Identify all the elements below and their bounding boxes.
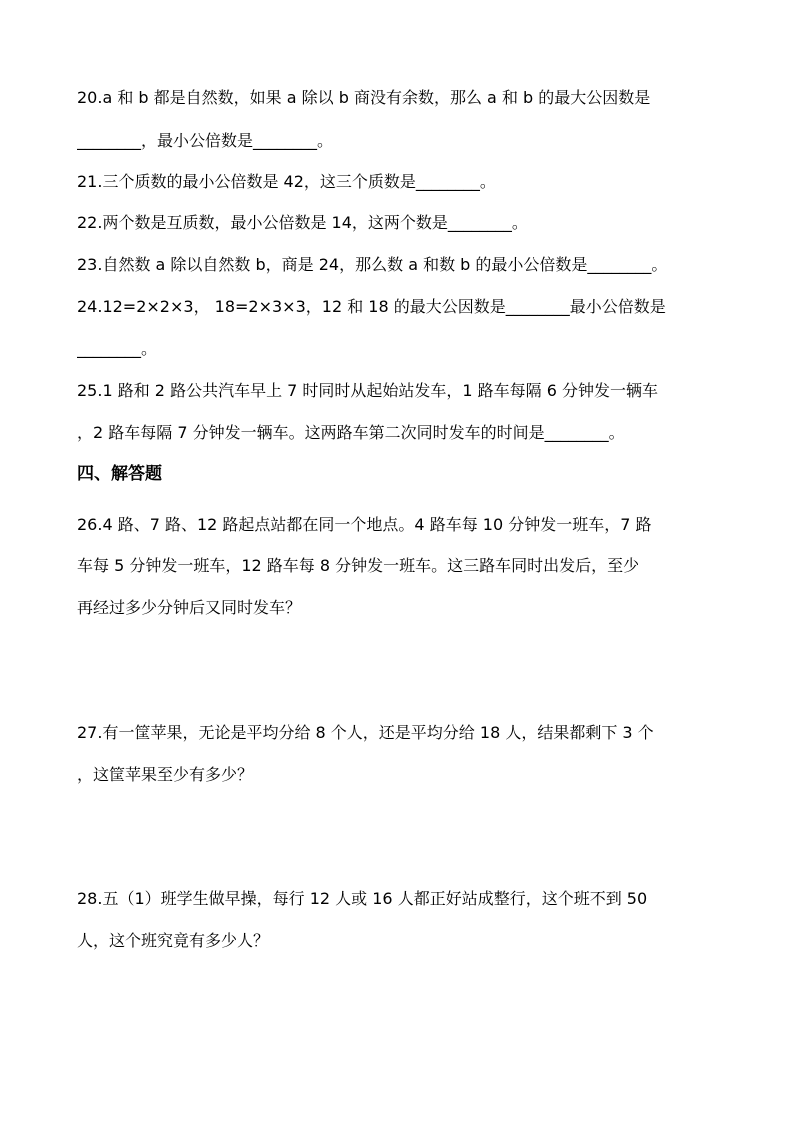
problem-line: 再经过多少分钟后又同时发车？ xyxy=(77,598,302,617)
question-20 xyxy=(77,88,650,108)
question-line: 24.12=2×2×3， 18=2×3×3，12 和 18 的最大公因数是________最小公倍数是 xyxy=(77,297,666,316)
problem-28 xyxy=(77,889,647,909)
question-24-line-2 xyxy=(77,339,157,359)
question-line: 21.三个质数的最小公倍数是 42，这三个质数是________。 xyxy=(77,172,496,191)
problem-27 xyxy=(77,723,654,743)
question-line: ，2 路车每隔 7 分钟发一辆车。这两路车第二次同时发车的时间是________。 xyxy=(77,423,625,442)
problem-28-line-2 xyxy=(77,931,269,951)
problem-line: 27.有一筐苹果，无论是平均分给 8 个人，还是平均分给 18 人，结果都剩下 3 个 xyxy=(77,723,654,742)
question-line: 20.a 和 b 都是自然数，如果 a 除以 b 商没有余数，那么 a 和 b 的最大公因数是 xyxy=(77,88,651,107)
question-25-line-2 xyxy=(77,423,625,443)
problem-26-line-3 xyxy=(77,598,301,618)
section-heading xyxy=(77,464,162,484)
question-20-line-2 xyxy=(77,131,333,151)
problem-27-line-2 xyxy=(77,765,253,785)
problem-line: 人，这个班究竟有多少人？ xyxy=(77,931,270,950)
problem-line: ，这筐苹果至少有多少？ xyxy=(77,765,254,784)
question-24 xyxy=(77,297,666,317)
question-line: ________，最小公倍数是________。 xyxy=(77,131,334,150)
question-line: ________。 xyxy=(77,339,158,358)
question-23 xyxy=(77,255,667,275)
section-title: 四、解答题 xyxy=(77,464,162,484)
question-25 xyxy=(77,381,658,401)
problem-26-line-2 xyxy=(77,556,639,576)
problem-line: 26.4 路、7 路、12 路起点站都在同一个地点。4 路车每 10 分钟发一班车，7 路 xyxy=(77,515,652,534)
problem-line: 28.五（1）班学生做早操，每行 12 人或 16 人都正好站成整行，这个班不到 50 xyxy=(77,889,648,908)
question-line: 22.两个数是互质数，最小公倍数是 14，这两个数是________。 xyxy=(77,213,528,232)
question-line: 25.1 路和 2 路公共汽车早上 7 时同时从起始站发车，1 路车每隔 6 分钟发一辆车 xyxy=(77,381,659,400)
problem-26 xyxy=(77,515,652,535)
question-21 xyxy=(77,172,496,192)
problem-line: 车每 5 分钟发一班车，12 路车每 8 分钟发一班车。这三路车同时出发后，至少 xyxy=(77,556,640,575)
question-22 xyxy=(77,213,528,233)
question-line: 23.自然数 a 除以自然数 b，商是 24，那么数 a 和数 b 的最小公倍数是________。 xyxy=(77,255,668,274)
